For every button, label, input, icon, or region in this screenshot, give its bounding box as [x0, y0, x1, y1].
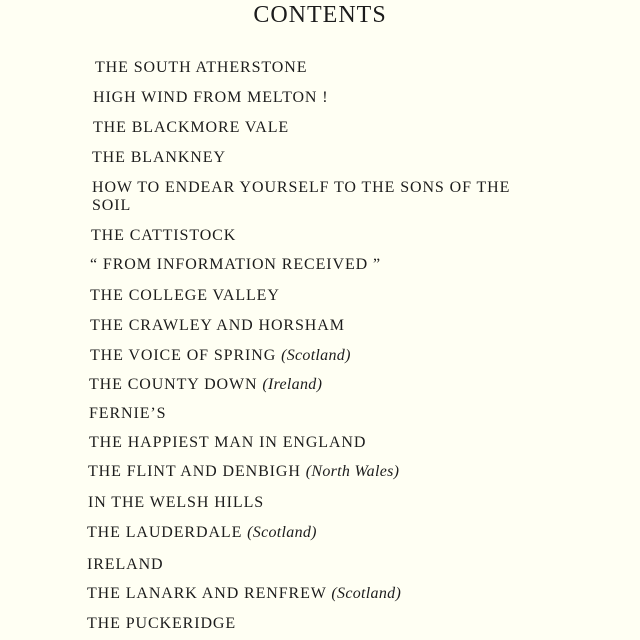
contents-entry: [90, 347, 351, 365]
entry-title: THE VOICE OF SPRING: [90, 347, 277, 364]
page-title: CONTENTS: [253, 2, 387, 28]
contents-entry: [88, 463, 399, 481]
contents-entry: [90, 287, 280, 305]
entry-title: THE PUCKERIDGE: [87, 615, 237, 632]
contents-entry: [87, 615, 236, 633]
contents-entry: [87, 524, 317, 542]
contents-entry: [89, 405, 166, 423]
contents-entry: [95, 59, 307, 77]
entry-region-note: (Ireland): [262, 376, 323, 393]
entry-title: THE LAUDERDALE: [87, 524, 243, 541]
entry-title: THE FLINT AND DENBIGH: [88, 463, 301, 480]
entry-title: THE HAPPIEST MAN IN ENGLAND: [89, 434, 367, 451]
entry-title: THE COLLEGE VALLEY: [90, 287, 280, 304]
contents-entry: [87, 585, 401, 603]
entry-title: THE LANARK AND RENFREW: [87, 585, 327, 602]
contents-entry: [89, 376, 322, 394]
entry-title-continued: SOIL: [92, 197, 132, 214]
contents-entry: [88, 494, 264, 512]
contents-entry: [92, 149, 226, 167]
entry-region-note: (North Wales): [305, 463, 400, 480]
entry-title: THE CATTISTOCK: [91, 227, 237, 244]
entry-region-note: (Scotland): [281, 347, 351, 364]
entry-title: THE CRAWLEY AND HORSHAM: [90, 317, 345, 334]
entry-title: IN THE WELSH HILLS: [88, 494, 265, 511]
entry-title: IRELAND: [87, 556, 164, 573]
entry-title: FERNIE’S: [89, 405, 167, 422]
entry-title: THE BLANKNEY: [92, 149, 226, 166]
entry-region-note: (Scotland): [331, 585, 402, 602]
contents-entry: [92, 179, 510, 215]
entry-title: HOW TO ENDEAR YOURSELF TO THE SONS OF THE: [92, 179, 511, 196]
entry-title: HIGH WIND FROM MELTON !: [93, 89, 329, 106]
contents-entry: [91, 227, 236, 245]
contents-entry: [89, 434, 366, 452]
entry-title: “ FROM INFORMATION RECEIVED ”: [90, 256, 381, 273]
contents-entry: [87, 556, 164, 574]
contents-entry: [93, 119, 289, 137]
entry-title: THE SOUTH ATHERSTONE: [95, 59, 308, 76]
entry-title: THE COUNTY DOWN: [89, 376, 258, 393]
contents-entry: [90, 256, 381, 274]
entry-region-note: (Scotland): [247, 524, 317, 541]
entry-title: THE BLACKMORE VALE: [93, 119, 290, 136]
contents-entry: [90, 317, 345, 335]
contents-entry: [93, 89, 329, 107]
